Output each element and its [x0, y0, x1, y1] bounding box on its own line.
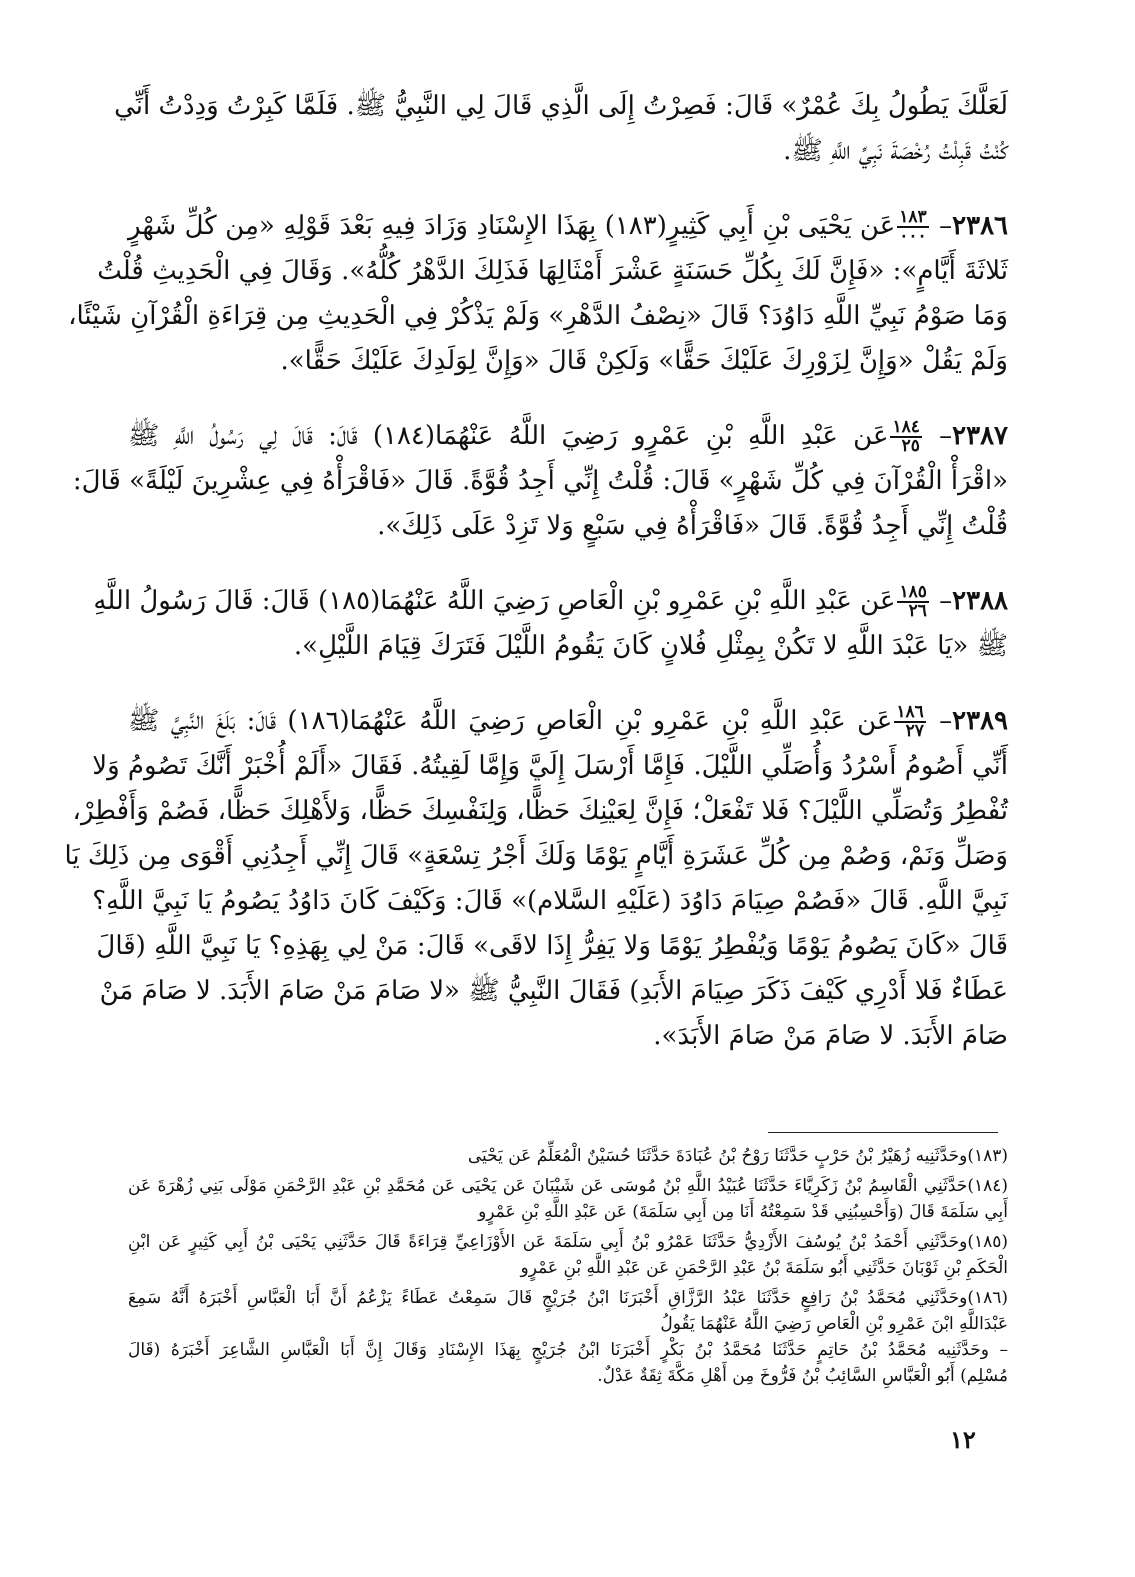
- intro-paragraph: [114, 84, 1008, 174]
- text-line: ٢٣٨٨– $\frac{١٨٥}{٢٦}$ عَن عَبْدِ اللَّهِ بْنِ عَمْرِو بْنِ الْعَاصِ رَضِيَ اللَّهُ عَنْهُمَا(١٨٥) قَالَ: قَالَ رَسُولُ اللَّهِ: [93, 582, 1008, 621]
- footnote-line: مُسْلِم) أَبُو الْعَبَّاسِ السَّائِبُ بْنُ فَرُّوخَ مِن أَهْلِ مَكَّةَ ثِقَةٌ عَدْلٌ.: [597, 1366, 1008, 1386]
- text-line: كُنْتُ قَبِلْتُ رُخْصَةَ نَبِيِّ اللَّهِ ﷺ.: [783, 136, 1008, 166]
- text-line: ٢٣٨٦– $\frac{١٨٣}{٠٠٠}$ عَن يَحْيَى بْنِ أَبِي كَثِيرٍ(١٨٣) بِهَذَا الإِسْنَادِ وَزَادَ فِيهِ بَعْدَ قَوْلِهِ «مِن كُلِّ شَهْرٍ: [128, 207, 1008, 246]
- hadith-reference: $\frac{١٨٤}{٢٥}$: [892, 417, 920, 456]
- text-line: ٢٣٨٩– $\frac{١٨٦}{٢٧}$ عَن عَبْدِ اللَّهِ بْنِ عَمْرِو بْنِ الْعَاصِ رَضِيَ اللَّهُ عَنْهُمَا(١٨٦) قَالَ: بَلَغَ النَّبِيَّ ﷺ: [128, 702, 1009, 741]
- footnote-183: [128, 1143, 1008, 1169]
- footnote-line: أَبِي سَلَمَةَ قَالَ (وَأَحْسِبُنِي قَدْ سَمِعْتُهُ أَنَا مِن أَبِي سَلَمَةَ) عَن عَبْدِ اللَّهِ بْنِ عَمْرٍو: [478, 1202, 1008, 1222]
- hadith-reference: $\frac{١٨٣}{٠٠٠}$: [899, 207, 927, 246]
- text-line: عَطَاءٌ فَلا أَدْرِي كَيْفَ ذَكَرَ صِيَامَ الأَبَدِ) فَقَالَ النَّبِيُّ ﷺ «لا صَامَ مَنْ صَامَ الأَبَدَ. لا صَامَ مَنْ: [99, 976, 1008, 1006]
- text-line: نَبِيَّ اللَّهِ. قَالَ «فَصُمْ صِيَامَ دَاوُدَ (عَلَيْهِ السَّلام)» قَالَ: وَكَيْفَ كَانَ دَاوُدُ يَصُومُ يَا نَبِيَّ اللَّهِ؟: [92, 886, 1008, 916]
- footnote-185: [128, 1229, 1008, 1281]
- text-line: وَمَا صَوْمُ نَبِيِّ اللَّهِ دَاوُدَ؟ قَالَ «نِصْفُ الدَّهْرِ» وَلَمْ يَذْكُرْ فِي الْحَدِيثِ مِن قِرَاءَةِ الْقُرْآنِ شَيْئًا،: [68, 301, 1008, 331]
- text-line: صَامَ الأَبَدَ. لا صَامَ مَنْ صَامَ الأَبَدَ».: [653, 1021, 1008, 1051]
- hadith-2389: [64, 699, 1009, 1059]
- text-line: ثَلاثَةَ أَيَّامٍ»: «فَإِنَّ لَكَ بِكُلِّ حَسَنَةٍ عَشْرَ أَمْثَالِهَا فَذَلِكَ الدَّهْرُ كُلُّهُ». وَقَالَ فِي الْحَدِيثِ قُلْتُ: [97, 256, 1008, 286]
- text-line: ٢٣٨٧– $\frac{١٨٤}{٢٥}$ عَن عَبْدِ اللَّهِ بْنِ عَمْرٍو رَضِيَ اللَّهُ عَنْهُمَا(١٨٤) قَالَ: قَالَ لِي رَسُولُ اللَّهِ ﷺ: [128, 417, 1008, 456]
- text-line: تُفْطِرُ وَتُصَلِّي اللَّيْلَ؟ فَلا تَفْعَلْ؛ فَإِنَّ لِعَيْنِكَ حَظًّا، وَلِنَفْسِكَ حَظًّا، وَلأَهْلِكَ حَظًّا، فَصُمْ وَأَفْطِرْ،: [72, 796, 1008, 826]
- text-line: لَعَلَّكَ يَطُولُ بِكَ عُمْرٌ» قَالَ: فَصِرْتُ إِلَى الَّذِي قَالَ لِي النَّبِيُّ ﷺ. فَلَمَّا كَبِرْتُ وَدِدْتُ أَنِّي: [114, 91, 1008, 121]
- text-line: «اقْرَأْ الْقُرْآنَ فِي كُلِّ شَهْرٍ» قَالَ: قُلْتُ إِنِّي أَجِدُ قُوَّةً. قَالَ «فَاقْرَأْهُ فِي عِشْرِينَ لَيْلَةً» قَالَ:: [72, 466, 1008, 496]
- footnote-line: (١٨٦)وحَدَّثَنِي مُحَمَّدُ بْنُ رَافِعٍ حَدَّثَنَا عَبْدُ الرَّزَّاقِ أَخْبَرَنَا ابْنُ جُرَيْجٍ قَالَ سَمِعْتُ عَطَاءً يَزْعُمُ أَنَّ أَبَا الْعَبَّاسِ أَخْبَرَهُ أَنَّهُ سَمِعَ: [128, 1288, 1008, 1308]
- page-number: ١٢: [950, 1425, 976, 1454]
- footnote-divider: [768, 1132, 998, 1133]
- text-line: قُلْتُ إِنِّي أَجِدُ قُوَّةً. قَالَ «فَاقْرَأْهُ فِي سَبْعٍ وَلا تَزِدْ عَلَى ذَلِكَ».: [377, 511, 1008, 541]
- hadith-reference: $\frac{١٨٦}{٢٧}$: [896, 702, 924, 741]
- footnotes: [128, 1143, 1008, 1393]
- hadith-number: ٢٣٨٧: [952, 421, 1008, 451]
- hadith-2388: [93, 579, 1008, 669]
- footnote-line: الْحَكَمِ بْنِ ثَوْبَانَ حَدَّثَنِي أَبُو سَلَمَةَ بْنُ عَبْدِ الرَّحْمَنِ عَن عَبْدِ اللَّهِ بْنِ عَمْرٍو: [520, 1258, 1008, 1278]
- text-line: ﷺ «يَا عَبْدَ اللَّهِ لا تَكُنْ بِمِثْلِ فُلانٍ كَانَ يَقُومُ اللَّيْلَ فَتَرَكَ قِيَامَ اللَّيْلِ».: [293, 631, 1008, 661]
- hadith-number: ٢٣٨٩: [952, 706, 1009, 736]
- footnote-line: (١٨٥)وحَدَّثَنِي أَحْمَدُ بْنُ يُوسُفَ الأَزْدِيُّ حَدَّثَنَا عَمْرُو بْنُ أَبِي سَلَمَةَ عَن الأَوْزَاعِيِّ قِرَاءَةً قَالَ حَدَّثَنِي يَحْيَى بْنُ أَبِي كَثِيرٍ عَن ابْنِ: [128, 1232, 1008, 1252]
- footnote-line: عَبْدَاللَّهِ ابْنَ عَمْرِو بْنِ الْعَاصِ رَضِيَ اللَّهُ عَنْهُمَا يَقُولُ: [660, 1314, 1008, 1334]
- hadith-2387: [72, 414, 1008, 549]
- text-line: قَالَ «كَانَ يَصُومُ يَوْمًا وَيُفْطِرُ يَوْمًا وَلا يَفِرُّ إِذَا لاقَى» قَالَ: مَنْ لِي بِهَذِهِ؟ يَا نَبِيَّ اللَّهِ (قَالَ: [96, 931, 1008, 961]
- text-line: أَنِّي أَصُومُ أَسْرُدُ وَأُصَلِّي اللَّيْلَ. فَإِمَّا أَرْسَلَ إِلَيَّ وَإِمَّا لَقِيتُهُ. فَقَالَ «أَلَمْ أُخْبَرْ أَنَّكَ تَصُومُ وَلا: [92, 751, 1008, 781]
- main-text: [64, 84, 1009, 1059]
- footnote-184: [128, 1173, 1008, 1225]
- hadith-number: ٢٣٨٨: [952, 586, 1008, 616]
- hadith-2386: [68, 204, 1008, 384]
- footnote-186: [128, 1285, 1008, 1389]
- footnote-line: – وحَدَّثَنِيه مُحَمَّدُ بْنُ حَاتِمٍ حَدَّثَنَا مُحَمَّدُ بْنُ بَكْرٍ أَخْبَرَنَا ابْنُ جُرَيْجٍ بِهَذَا الإِسْنَادِ وَقَالَ إِنَّ أَبَا الْعَبَّاسِ الشَّاعِرَ أَخْبَرَهُ (قَالَ: [128, 1340, 1008, 1360]
- text-line: وَلَمْ يَقُلْ «وَإِنَّ لِزَوْرِكَ عَلَيْكَ حَقًّا» وَلَكِنْ قَالَ «وَإِنَّ لِوَلَدِكَ عَلَيْكَ حَقًّا».: [280, 346, 1008, 376]
- text-line: وَصَلِّ وَنَمْ، وَصُمْ مِن كُلِّ عَشَرَةِ أَيَّامٍ يَوْمًا وَلَكَ أَجْرُ تِسْعَةٍ» قَالَ إِنِّي أَجِدُنِي أَقْوَى مِن ذَلِكَ يَا: [64, 841, 1008, 871]
- footnote-line: (١٨٣)وحَدَّثَنِيه زُهَيْرُ بْنُ حَرْبٍ حَدَّثَنَا رَوْحُ بْنُ عُبَادَةَ حَدَّثَنَا حُسَيْنٌ الْمُعَلِّمُ عَن يَحْيَى: [467, 1146, 1008, 1166]
- hadith-reference: $\frac{١٨٥}{٢٦}$: [899, 582, 927, 621]
- footnote-line: (١٨٤)حَدَّثَنِي الْقَاسِمُ بْنُ زَكَرِيَّاءَ حَدَّثَنَا عُبَيْدُ اللَّهِ بْنُ مُوسَى عَن شَيْبَانَ عَن يَحْيَى عَن مُحَمَّدِ بْنِ عَبْدِ الرَّحْمَنِ مَوْلَى بَنِي زُهْرَةَ عَن: [128, 1176, 1008, 1196]
- hadith-number: ٢٣٨٦: [952, 211, 1008, 241]
